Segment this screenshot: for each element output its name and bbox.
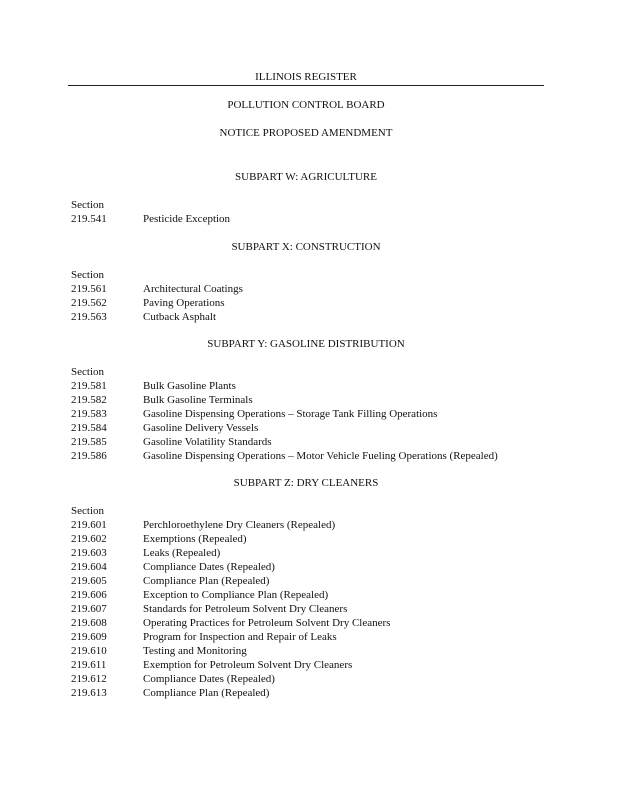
register-title: ILLINOIS REGISTER — [255, 71, 357, 83]
section-number: 219.604 — [71, 561, 107, 573]
section-number: 219.585 — [71, 436, 107, 448]
section-number: 219.541 — [71, 213, 107, 225]
section-number: 219.586 — [71, 450, 107, 462]
section-number: 219.609 — [71, 631, 107, 643]
section-label: Section — [71, 199, 104, 211]
section-row — [71, 379, 551, 393]
subpart-w-heading: SUBPART W: AGRICULTURE — [235, 171, 377, 183]
section-title: Gasoline Volatility Standards — [143, 436, 272, 448]
subpart-x-heading: SUBPART X: CONSTRUCTION — [231, 241, 381, 253]
section-number: 219.605 — [71, 575, 107, 587]
section-title: Compliance Dates (Repealed) — [143, 561, 275, 573]
section-number: 219.607 — [71, 603, 107, 615]
section-number: 219.584 — [71, 422, 107, 434]
section-label: Section — [71, 366, 104, 378]
section-row — [71, 435, 551, 449]
section-row — [71, 574, 551, 588]
section-label: Section — [71, 269, 104, 281]
section-row — [71, 616, 551, 630]
section-row — [71, 449, 551, 463]
section-row — [71, 282, 551, 296]
section-row — [71, 212, 551, 226]
section-title: Cutback Asphalt — [143, 311, 217, 323]
section-row — [71, 407, 551, 421]
section-number: 219.608 — [71, 617, 107, 629]
section-number: 219.581 — [71, 380, 107, 392]
section-number: 219.602 — [71, 533, 107, 545]
section-title: Testing and Monitoring — [143, 645, 247, 657]
section-row — [71, 672, 551, 686]
header-rule — [68, 85, 544, 86]
subpart-x-sections — [71, 268, 551, 324]
section-title: Gasoline Dispensing Operations – Motor Vehicle Fueling Operations (Repealed) — [143, 450, 498, 462]
section-number: 219.563 — [71, 311, 107, 323]
section-row — [71, 588, 551, 602]
section-number: 219.601 — [71, 519, 107, 531]
section-row — [71, 560, 551, 574]
section-row — [71, 421, 551, 435]
section-number: 219.610 — [71, 645, 107, 657]
section-number: 219.612 — [71, 673, 107, 685]
section-title: Gasoline Dispensing Operations – Storage Tank Filling Operations — [143, 408, 438, 420]
subpart-y-heading: SUBPART Y: GASOLINE DISTRIBUTION — [207, 338, 405, 350]
subpart-w-sections — [71, 198, 551, 226]
subpart-y-sections — [71, 365, 551, 463]
section-number: 219.562 — [71, 297, 107, 309]
section-row — [71, 686, 551, 700]
section-title: Architectural Coatings — [143, 283, 243, 295]
section-row — [71, 393, 551, 407]
subpart-z-heading: SUBPART Z: DRY CLEANERS — [233, 477, 379, 489]
section-number: 219.611 — [71, 659, 107, 671]
section-row — [71, 296, 551, 310]
section-row — [71, 546, 551, 560]
section-number: 219.606 — [71, 589, 107, 601]
section-row — [71, 518, 551, 532]
section-title: Bulk Gasoline Plants — [143, 380, 236, 392]
notice-title: NOTICE PROPOSED AMENDMENT — [219, 127, 393, 139]
section-title: Perchloroethylene Dry Cleaners (Repealed) — [143, 519, 336, 531]
section-title: Compliance Plan (Repealed) — [143, 687, 270, 699]
section-row — [71, 602, 551, 616]
section-title: Leaks (Repealed) — [143, 547, 221, 559]
subpart-z-sections — [71, 504, 551, 700]
board-name: POLLUTION CONTROL BOARD — [227, 99, 385, 111]
section-label: Section — [71, 505, 104, 517]
section-number: 219.561 — [71, 283, 107, 295]
section-title: Standards for Petroleum Solvent Dry Cleaners — [143, 603, 348, 615]
section-row — [71, 630, 551, 644]
section-title: Pesticide Exception — [143, 213, 231, 225]
section-number: 219.583 — [71, 408, 107, 420]
section-row — [71, 532, 551, 546]
section-title: Exception to Compliance Plan (Repealed) — [143, 589, 329, 601]
section-row — [71, 310, 551, 324]
section-number: 219.582 — [71, 394, 107, 406]
section-title: Operating Practices for Petroleum Solvent Dry Cleaners — [143, 617, 391, 629]
section-title: Gasoline Delivery Vessels — [143, 422, 259, 434]
section-number: 219.613 — [71, 687, 107, 699]
section-title: Compliance Dates (Repealed) — [143, 673, 275, 685]
section-title: Paving Operations — [143, 297, 225, 309]
section-title: Program for Inspection and Repair of Leaks — [143, 631, 337, 643]
section-title: Compliance Plan (Repealed) — [143, 575, 270, 587]
section-number: 219.603 — [71, 547, 107, 559]
section-title: Exemptions (Repealed) — [143, 533, 247, 545]
section-title: Bulk Gasoline Terminals — [143, 394, 253, 406]
section-title: Exemption for Petroleum Solvent Dry Cleaners — [143, 659, 353, 671]
section-row — [71, 658, 551, 672]
section-row — [71, 644, 551, 658]
